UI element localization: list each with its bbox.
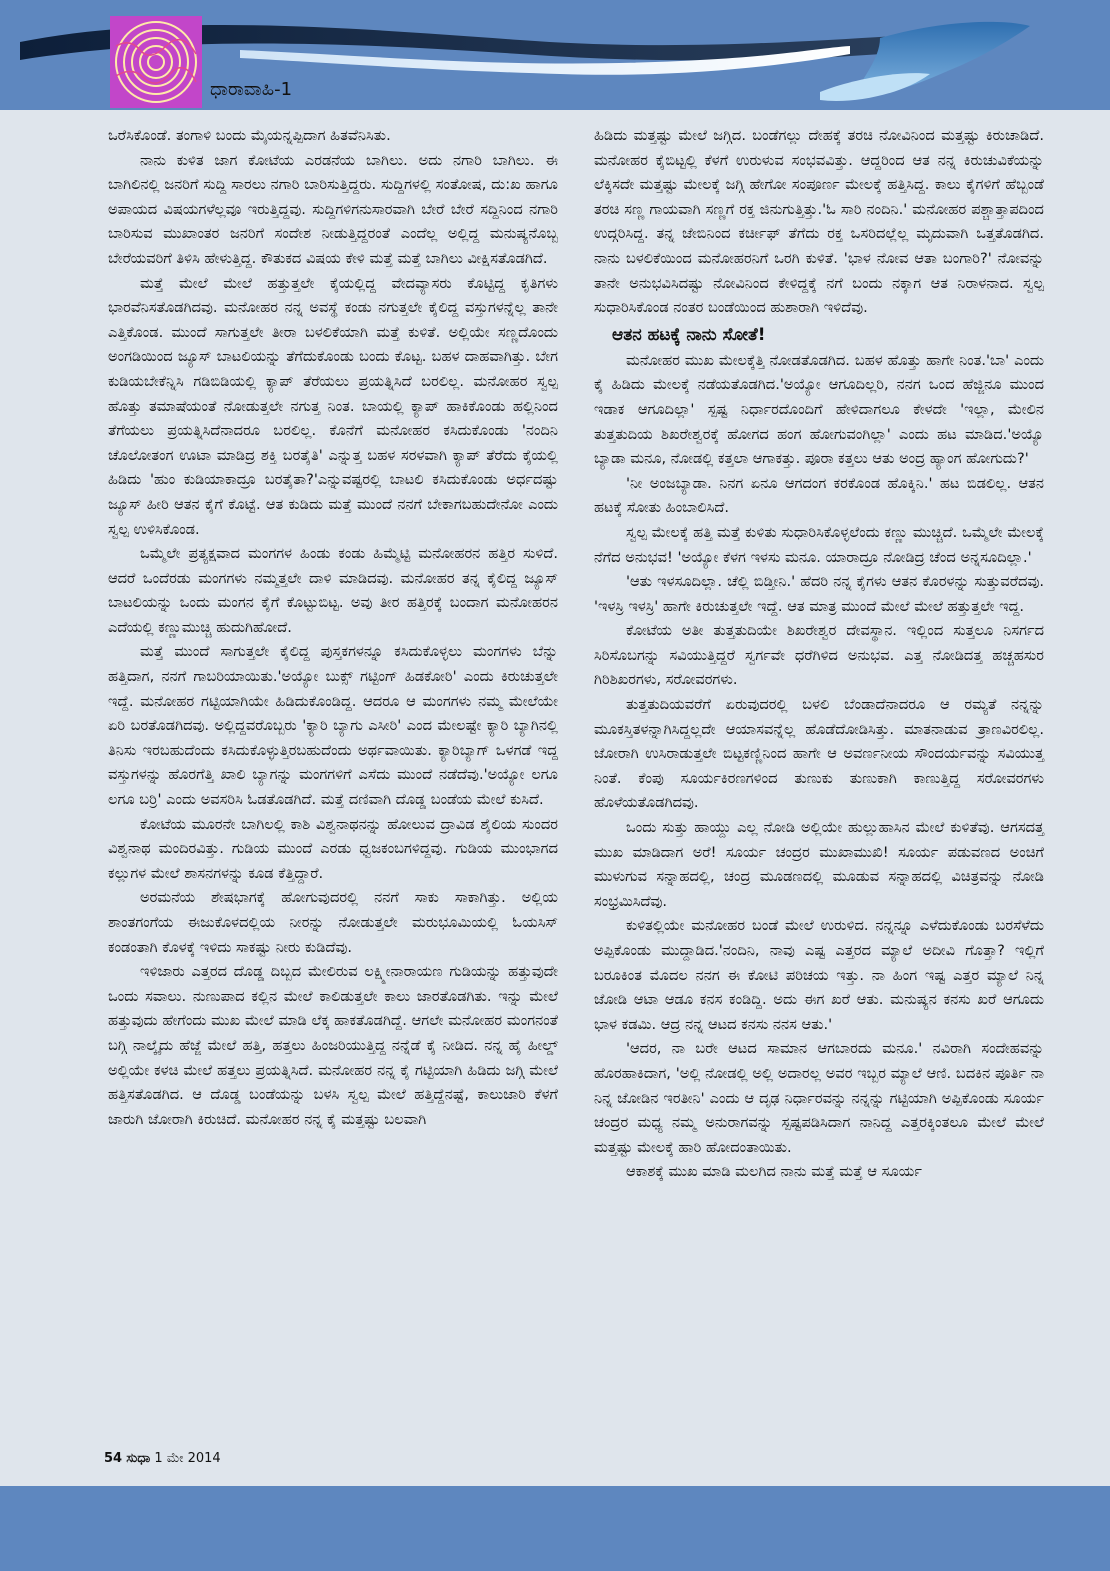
- paragraph: ಮತ್ತೆ ಮುಂದೆ ಸಾಗುತ್ತಲೇ ಕೈಲಿದ್ದ ಪುಸ್ತಕಗಳನ್ನೂ ಕಸಿದುಕೊಳ್ಳಲು ಮಂಗಗಳು ಬೆನ್ನು ಹತ್ತಿದಾಗ, ನನಗೆ ಗಾಬರಿಯಾಯಿತು.'ಅಯ್ಯೋ ಬುಕ್ಸ್ ಗಟ್ಟಿಂಗ್ ಹಿಡಕೋರಿ' ಎಂದು ಕಿರುಚುತ್ತಲೇ ಇದ್ದೆ. ಮನೋಹರ ಗಟ್ಟಿಯಾಗಿಯೇ ಹಿಡಿದುಕೊಂಡಿದ್ದ. ಆದರೂ ಆ ಮಂಗಗಳು ನಮ್ಮ ಮೇಲೆಯೇ ಏರಿ ಬರತೊಡಗಿದವು. ಅಲ್ಲಿದ್ದವರೊಬ್ಬರು 'ಕ್ಯಾರಿ ಬ್ಯಾಗು ಎಸೀರಿ' ಎಂದ ಮೇಲಷ್ಟೇ ಕ್ಯಾರಿ ಬ್ಯಾಗಿನಲ್ಲಿ ತಿನಿಸು ಇರಬಹುದೆಂದು ಕಸಿದುಕೊಳ್ಳುತ್ತಿರಬಹುದೆಂದು ಅರ್ಥವಾಯಿತು. ಕ್ಯಾರಿಬ್ಯಾಗ್ ಒಳಗಡೆ ಇದ್ದ ವಸ್ತುಗಳನ್ನು ಹೊರಗೆತ್ತಿ ಖಾಲಿ ಬ್ಯಾಗನ್ನು ಮಂಗಗಳಿಗೆ ಎಸೆದು ಮುಂದೆ ನಡೆದೆವು.'ಅಯ್ಯೋ ಲಗೂ ಲಗೂ ಬರ್ರಿ' ಎಂದು ಅವಸರಿಸಿ ಓಡತೊಡಗಿದೆ. ಮತ್ತೆ ದಣಿವಾಗಿ ದೊಡ್ಡ ಬಂಡೆಯ ಮೇಲೆ ಕುಸಿದೆ.: [108, 643, 558, 809]
- paragraph: ಇಳಿಜಾರು ಎತ್ತರದ ದೊಡ್ಡ ದಿಬ್ಬದ ಮೇಲಿರುವ ಲಕ್ಷ್ಮೀನಾರಾಯಣ ಗುಡಿಯನ್ನು ಹತ್ತುವುದೇ ಒಂದು ಸವಾಲು. ನುಣುಪಾದ ಕಲ್ಲಿನ ಮೇಲೆ ಕಾಲಿಡುತ್ತಲೇ ಕಾಲು ಜಾರತೊಡಗಿತು. ಇನ್ನು ಮೇಲೆ ಹತ್ತುವುದು ಹೇಗೆಂದು ಮುಖ ಮೇಲೆ ಮಾಡಿ ಲೆಕ್ಕ ಹಾಕತೊಡಗಿದ್ದೆ. ಆಗಲೇ ಮನೋಹರ ಮಂಗನಂತೆ ಬಗ್ಗಿ ನಾಲ್ಕೈದು ಹೆಜ್ಜೆ ಮೇಲೆ ಹತ್ತಿ, ಹತ್ತಲು ಹಿಂಜರಿಯುತ್ತಿದ್ದ ನನ್ನೆಡೆ ಕೈ ನೀಡಿದ. ನನ್ನ ಹೈ ಹೀಲ್ಡ್ ಅಲ್ಲಿಯೇ ಕಳಚಿ ಮೇಲೆ ಹತ್ತಲು ಪ್ರಯತ್ನಿಸಿದೆ. ಮನೋಹರ ನನ್ನ ಕೈ ಗಟ್ಟಿಯಾಗಿ ಹಿಡಿದು ಜಗ್ಗಿ ಮೇಲೆ ಹತ್ತಿಸತೊಡಗಿದ. ಆ ದೊಡ್ಡ ಬಂಡೆಯನ್ನು ಬಳಸಿ ಸ್ವಲ್ಪ ಮೇಲೆ ಹತ್ತಿದ್ದೆನಷ್ಟೆ, ಕಾಲುಜಾರಿ ಕೆಳಗೆ ಜಾರುಗಿ ಜೋರಾಗಿ ಕಿರುಚಿದೆ. ಮನೋಹರ ನನ್ನ ಕೈ ಮತ್ತಷ್ಟು ಬಲವಾಗಿ: [108, 963, 558, 1128]
- series-logo: [110, 16, 202, 108]
- paragraph: ನಾನು ಕುಳಿತ ಜಾಗ ಕೋಟೆಯ ಎರಡನೆಯ ಬಾಗಿಲು. ಅದು ನಗಾರಿ ಬಾಗಿಲು. ಈ ಬಾಗಿಲಿನಲ್ಲಿ ಜನರಿಗೆ ಸುದ್ದಿ ಸಾರಲು ನಗಾರಿ ಬಾರಿಸುತ್ತಿದ್ದರು. ಸುದ್ದಿಗಳಲ್ಲಿ ಸಂತೋಷ, ದು:ಖ ಹಾಗೂ ಅಪಾಯದ ವಿಷಯಗಳೆಲ್ಲವೂ ಇರುತ್ತಿದ್ದವು. ಸುದ್ದಿಗಳಿಗನುಸಾರವಾಗಿ ಬೇರೆ ಬೇರೆ ಸದ್ದಿನಿಂದ ನಗಾರಿ ಬಾರಿಸುವ ಮುಖಾಂತರ ಜನರಿಗೆ ಸಂದೇಶ ನೀಡುತ್ತಿದ್ದರಂತೆ ಎಂದೆಲ್ಲ ಅಲ್ಲಿದ್ದ ಮನುಷ್ಯನೊಬ್ಬ ಬೇರೆಯವರಿಗೆ ತಿಳಿಸಿ ಹೇಳುತ್ತಿದ್ದ. ಕೌತುಕದ ವಿಷಯ ಕೇಳಿ ಮತ್ತೆ ಮತ್ತೆ ಬಾಗಿಲು ವೀಕ್ಷಿಸತೊಡಗಿದೆ.: [108, 151, 558, 267]
- paragraph: ತುತ್ತತುದಿಯವರೆಗೆ ಏರುವುದರಲ್ಲಿ ಬಳಲಿ ಬೆಂಡಾದೆನಾದರೂ ಆ ರಮ್ಯತೆ ನನ್ನನ್ನು ಮೂಕಸ್ತಿತಳನ್ನಾಗಿಸಿದ್ದಲ್ಲದೇ ಆಯಾಸವನ್ನೆಲ್ಲ ಹೊಡೆದೋಡಿಸಿತ್ತು. ಮಾತನಾಡುವ ತ್ರಾಣವಿರಲಿಲ್ಲ. ಜೋರಾಗಿ ಉಸಿರಾಡುತ್ತಲೇ ಬಿಟ್ಟಕಣ್ಣಿನಿಂದ ಹಾಗೇ ಆ ಅವರ್ಣನೀಯ ಸೌಂದರ್ಯವನ್ನು ಸವಿಯುತ್ತ ನಿಂತೆ. ಕೆಂಪು ಸೂರ್ಯಕಿರಣಗಳಿಂದ ತುಣುಕು ತುಣುಕಾಗಿ ಕಾಣುತ್ತಿದ್ದ ಸರೋವರಗಳು ಹೊಳೆಯತೊಡಗಿದವು.: [594, 696, 1044, 812]
- paragraph: ಮತ್ತೆ ಮೇಲೆ ಮೇಲೆ ಹತ್ತುತ್ತಲೇ ಕೈಯಲ್ಲಿದ್ದ ವೇದವ್ಯಾಸರು ಕೊಟ್ಟಿದ್ದ ಕೃತಿಗಳು ಭಾರವೆನಿಸತೊಡಗಿದವು. ಮನೋಹರ ನನ್ನ ಅವಸ್ಥೆ ಕಂಡು ನಗುತ್ತಲೇ ಕೈಲಿದ್ದ ವಸ್ತುಗಳನ್ನೆಲ್ಲ ತಾನೇ ಎತ್ತಿಕೊಂಡ. ಮುಂದೆ ಸಾಗುತ್ತಲೇ ತೀರಾ ಬಳಲಿಕೆಯಾಗಿ ಮತ್ತೆ ಕುಳಿತೆ. ಅಲ್ಲಿಯೇ ಸಣ್ಣದೊಂದು ಅಂಗಡಿಯಿಂದ ಜ್ಯೂಸ್ ಬಾಟಲಿಯನ್ನು ತೆಗೆದುಕೊಂಡು ಬಂದು ಕೊಟ್ಟ. ಬಹಳ ದಾಹವಾಗಿತ್ತು. ಬೇಗ ಕುಡಿಯಬೇಕೆನ್ನಿಸಿ ಗಡಿಬಿಡಿಯಲ್ಲಿ ಕ್ಯಾಪ್ ತೆರೆಯಲು ಪ್ರಯತ್ನಿಸಿದೆ ಬರಲಿಲ್ಲ. ಮನೋಹರ ಸ್ವಲ್ಪ ಹೊತ್ತು ತಮಾಷೆಯಂತೆ ನೋಡುತ್ತಲೇ ನಗುತ್ತ ನಿಂತ. ಬಾಯಲ್ಲಿ ಕ್ಯಾಪ್ ಹಾಕಿಕೊಂಡು ಹಲ್ಲಿನಿಂದ ತೆಗೆಯಲು ಪ್ರಯತ್ನಿಸಿದೆನಾದರೂ ಬರಲಿಲ್ಲ. ಕೊನೆಗೆ ಮನೋಹರ ಕಸಿದುಕೊಂಡು 'ನಂದಿನಿ ಚೊಲೋತಂಗ ಊಟಾ ಮಾಡಿದ್ರ ಶಕ್ತಿ ಬರತೈತಿ' ಎನ್ನುತ್ತ ಬಹಳ ಸರಳವಾಗಿ ಕ್ಯಾಪ್ ತೆರೆದು ಕೈಯಲ್ಲಿ ಹಿಡಿದು 'ಹುಂ ಕುಡಿಯಾಕಾದ್ರೂ ಬರತೈತಾ?'ಎನ್ನುವಷ್ಟರಲ್ಲಿ ಬಾಟಲಿ ಕಸಿದುಕೊಂಡು ಅರ್ಧದಷ್ಟು ಜ್ಯೂಸ್ ಹೀರಿ ಆತನ ಕೈಗೆ ಕೊಟ್ಟೆ. ಆತ ಕುಡಿದು ಮತ್ತೆ ಮುಂದೆ ನನಗೆ ಬೇಕಾಗಬಹುದೇನೋ ಎಂದು ಸ್ವಲ್ಪ ಉಳಿಸಿಕೊಂಡ.: [108, 274, 558, 538]
- page-number: 54: [104, 1451, 123, 1466]
- paragraph: ಕುಳಿತಲ್ಲಿಯೇ ಮನೋಹರ ಬಂಡೆ ಮೇಲೆ ಉರುಳಿದ. ನನ್ನನ್ನೂ ಎಳೆದುಕೊಂಡು ಬರಸೆಳೆದು ಅಪ್ಪಿಕೊಂಡು ಮುದ್ದಾಡಿದ.'ನಂದಿನಿ, ನಾವು ಎಷ್ಟ ಎತ್ತರದ ಮ್ಯಾಲೆ ಅದೀವಿ ಗೊತ್ತಾ? ಇಲ್ಲಿಗೆ ಬರೂಕಿಂತ ಮೊದಲ ನನಗ ಈ ಕೋಟಿ ಪರಿಚಯ ಇತ್ತು. ನಾ ಹಿಂಗ ಇಷ್ಟ ಎತ್ತರ ಮ್ಯಾಲೆ ನಿನ್ನ ಜೋಡಿ ಆಟಾ ಆಡೂ ಕನಸ ಕಂಡಿದ್ದಿ. ಅದು ಈಗ ಖರೆ ಆತು. ಮನುಷ್ಯನ ಕನಸು ಖರೆ ಆಗೂದು ಭಾಳ ಕಡಮಿ. ಆದ್ರ ನನ್ನ ಆಟದ ಕನಸು ನನಸ ಆತು.': [594, 917, 1044, 1033]
- magazine-name: ಸುಧಾ: [126, 1451, 151, 1466]
- paragraph: ಒರೆಸಿಕೊಂಡೆ. ತಂಗಾಳಿ ಬಂದು ಮೈಯನ್ನಪ್ಪಿದಾಗ ಹಿತವೆನಿಸಿತು.: [108, 127, 391, 144]
- paragraph: ಕೋಟೆಯ ಮೂರನೇ ಬಾಗಿಲಲ್ಲಿ ಕಾಶಿ ವಿಶ್ವನಾಥನನ್ನು ಹೋಲುವ ದ್ರಾವಿಡ ಶೈಲಿಯ ಸುಂದರ ವಿಶ್ವನಾಥ ಮಂದಿರವಿತ್ತು. ಗುಡಿಯ ಮುಂದೆ ಎರಡು ಧ್ವಜಕಂಬಗಳಿದ್ದವು. ಗುಡಿಯ ಮುಂಭಾಗದ ಕಲ್ಲುಗಳ ಮೇಲೆ ಶಾಸನಗಳನ್ನು ಕೂಡ ಕೆತ್ತಿದ್ದಾರೆ.: [108, 815, 558, 882]
- paragraph: ಸ್ವಲ್ಪ ಮೇಲಕ್ಕೆ ಹತ್ತಿ ಮತ್ತೆ ಕುಳಿತು ಸುಧಾರಿಸಿಕೊಳ್ಳಲೆಂದು ಕಣ್ಣು ಮುಚ್ಚಿದೆ. ಒಮ್ಮೆಲೇ ಮೇಲಕ್ಕೆ ನೆಗೆದ ಅನುಭವ! 'ಅಯ್ಯೋ ಕೆಳಗ ಇಳಸು ಮನೂ. ಯಾರಾದ್ರೂ ನೋಡಿದ್ರ ಚೆಂದ ಅನ್ನಸೂದಿಲ್ಲಾ.': [594, 523, 1044, 566]
- article-body: [17, 110, 1110, 1486]
- paragraph: ಹಿಡಿದು ಮತ್ತಷ್ಟು ಮೇಲೆ ಜಗ್ಗಿದ. ಬಂಡೆಗಲ್ಲು ದೇಹಕ್ಕೆ ತರಚಿ ನೋವಿನಿಂದ ಮತ್ತಷ್ಟು ಕಿರುಚಾಡಿದೆ. ಮನೋಹರ ಕೈಬಿಟ್ಟಲ್ಲಿ ಕೆಳಗೆ ಉರುಳುವ ಸಂಭವವಿತ್ತು. ಆದ್ದರಿಂದ ಆತ ನನ್ನ ಕಿರುಚುವಿಕೆಯನ್ನು ಲೆಕ್ಕಿಸದೇ ಮತ್ತಷ್ಟು ಮೇಲಕ್ಕೆ ಜಗ್ಗಿ ಹೇಗೋ ಸಂಪೂರ್ಣ ಮೇಲಕ್ಕೆ ಹತ್ತಿಸಿದ್ದ. ಕಾಲು ಕೈಗಳಿಗೆ ಹೆಬ್ಬಂಡೆ ತರಚಿ ಸಣ್ಣ ಗಾಯವಾಗಿ ಸಣ್ಣಗೆ ರಕ್ತ ಜಿನುಗುತ್ತಿತ್ತು.'ಓ ಸಾರಿ ನಂದಿನಿ.' ಮನೋಹರ ಪಶ್ಚಾತ್ತಾಪದಿಂದ ಉದ್ಗರಿಸಿದ್ದ. ತನ್ನ ಜೇಬಿನಿಂದ ಕರ್ಚೀಫ್ ತೆಗೆದು ರಕ್ತ ಒಸರಿದಲ್ಲೆಲ್ಲ ಮೃದುವಾಗಿ ಒತ್ತತೊಡಗಿದ. ನಾನು ಬಳಲಿಕೆಯಿಂದ ಮನೋಹರನಿಗೆ ಒರಗಿ ಕುಳಿತೆ. 'ಭಾಳ ನೋವ ಆತಾ ಬಂಗಾರಿ?' ನೋವನ್ನು ತಾನೇ ಅನುಭವಿಸಿದಷ್ಟು ನೋವಿನಿಂದ ಕೇಳಿದ್ದಕ್ಕೆ ನಗೆ ಬಂದು ನಕ್ಕಾಗ ಆತ ನಿರಾಳನಾದ. ಸ್ವಲ್ಪ ಸುಧಾರಿಸಿಕೊಂಡ ನಂತರ ಬಂಡೆಯಿಂದ ಹುಶಾರಾಗಿ ಇಳಿದೆವು.: [594, 127, 1044, 317]
- issue-date: 1 ಮೇ 2014: [154, 1451, 221, 1466]
- article-left-column: [108, 124, 558, 1132]
- paragraph: ಕೋಟೆಯ ಅತೀ ತುತ್ತತುದಿಯೇ ಶಿಖರೇಶ್ವರ ದೇವಸ್ಥಾನ. ಇಲ್ಲಿಂದ ಸುತ್ತಲೂ ನಿಸರ್ಗದ ಸಿರಿಸೊಬಗನ್ನು ಸವಿಯುತ್ತಿದ್ದರೆ ಸ್ವರ್ಗವೇ ಧರೆಗಿಳಿದ ಅನುಭವ. ಎತ್ತ ನೋಡಿದತ್ತ ಹಚ್ಚಹಸುರ ಗಿರಿಶಿಖರಗಳು, ಸರೋವರಗಳು.: [594, 622, 1044, 689]
- paragraph: ಆಕಾಶಕ್ಕೆ ಮುಖ ಮಾಡಿ ಮಲಗಿದ ನಾನು ಮತ್ತೆ ಮತ್ತೆ ಆ ಸೂರ್ಯ: [626, 1163, 922, 1181]
- footer-band: [0, 1486, 1110, 1571]
- paragraph: 'ಆದರ, ನಾ ಬರೇ ಆಟದ ಸಾಮಾನ ಆಗಬಾರದು ಮನೂ.' ನವಿರಾಗಿ ಸಂದೇಹವನ್ನು ಹೊರಹಾಕಿದಾಗ, 'ಅಲ್ಲಿ ನೋಡಲ್ಲಿ ಅಲ್ಲಿ ಅದಾರಲ್ಲ ಅವರ ಇಬ್ಬರ ಮ್ಯಾಲೆ ಆಣಿ. ಬದಕಿನ ಪೂರ್ತಿ ನಾ ನಿನ್ನ ಜೋಡಿನ ಇರತೀನಿ' ಎಂದು ಆ ದೃಢ ನಿರ್ಧಾರವನ್ನು ನನ್ನನ್ನು ಗಟ್ಟಿಯಾಗಿ ಅಪ್ಪಿಕೊಂಡು ಸೂರ್ಯ ಚಂದ್ರರ ಮಧ್ಯ ನಮ್ಮ ಅನುರಾಗವನ್ನು ಸ್ಪಷ್ಟಪಡಿಸಿದಾಗ ನಾನಿದ್ದ ಎತ್ತರಕ್ಕಿಂತಲೂ ಮೇಲೆ ಮೇಲೆ ಮತ್ತಷ್ಟು ಮೇಲಕ್ಕೆ ಹಾರಿ ಹೋದಂತಾಯಿತು.: [594, 1040, 1044, 1156]
- subheading: ಆತನ ಹಟಕ್ಕೆ ನಾನು ಸೋತೆ!: [612, 324, 766, 345]
- paragraph: ಒಂದು ಸುತ್ತು ಹಾಯ್ದು ಎಲ್ಲ ನೋಡಿ ಅಲ್ಲಿಯೇ ಹುಲ್ಲುಹಾಸಿನ ಮೇಲೆ ಕುಳಿತೆವು. ಆಗಸದತ್ತ ಮುಖ ಮಾಡಿದಾಗ ಅರೆ! ಸೂರ್ಯ ಚಂದ್ರರ ಮುಖಾಮುಖಿ! ಸೂರ್ಯ ಪಡುವಣದ ಅಂಚಿಗೆ ಮುಳುಗುವ ಸನ್ನಾಹದಲ್ಲಿ, ಚಂದ್ರ ಮೂಡಣದಲ್ಲಿ ಮೂಡುವ ಸನ್ನಾಹದಲ್ಲಿ ವಿಚಿತ್ರವನ್ನು ನೋಡಿ ಸಂಭ್ರಮಿಸಿದೆವು.: [594, 819, 1044, 910]
- paragraph: ಮನೋಹರ ಮುಖ ಮೇಲಕ್ಕೆತ್ತಿ ನೋಡತೊಡಗಿದ. ಬಹಳ ಹೊತ್ತು ಹಾಗೇ ನಿಂತ.'ಬಾ' ಎಂದು ಕೈ ಹಿಡಿದು ಮೇಲಕ್ಕೆ ನಡೆಯತೊಡಗಿದ.'ಅಯ್ಯೋ ಆಗೂದಿಲ್ಲರಿ, ನನಗ ಒಂದ ಹೆಜ್ಜಿನೂ ಮುಂದ ಇಡಾಕ ಆಗೂದಿಲ್ಲಾ' ಸ್ಪಷ್ಟ ನಿರ್ಧಾರದೊಂದಿಗೆ ಹೇಳಿದಾಗಲೂ ಕೇಳದೇ 'ಇಲ್ಲಾ, ಮೇಲಿನ ತುತ್ತತುದಿಯ ಶಿಖರೇಶ್ವರಕ್ಕೆ ಹೋಗದ ಹಂಗ ಹೋಗುವಂಗಿಲ್ಲಾ' ಎಂದು ಹಟ ಮಾಡಿದ.'ಅಯ್ಯೊ ಬ್ಯಾಡಾ ಮನೂ, ನೋಡಲ್ಲಿ ಕತ್ತಲಾ ಆಗಾಕತ್ತು. ಪೂರಾ ಕತ್ತಲು ಆತು ಅಂದ್ರ ಹ್ಯಾಂಗ ಹೋಗುದು?': [594, 351, 1044, 468]
- page-footer: [104, 1451, 221, 1466]
- article-right-column: [594, 124, 1044, 1185]
- series-label: ಧಾರಾವಾಹಿ-1: [210, 79, 293, 100]
- paragraph: ಒಮ್ಮೆಲೇ ಪ್ರತ್ಯಕ್ಷವಾದ ಮಂಗಗಳ ಹಿಂಡು ಕಂಡು ಹಿಮ್ಮೆಟ್ಟಿ ಮನೋಹರನ ಹತ್ತಿರ ಸುಳಿದೆ. ಆದರೆ ಒಂದೆರಡು ಮಂಗಗಳು ನಮ್ಮತ್ತಲೇ ದಾಳಿ ಮಾಡಿದವು. ಮನೋಹರ ತನ್ನ ಕೈಲಿದ್ದ ಜ್ಯೂಸ್ ಬಾಟಲಿಯನ್ನು ಒಂದು ಮಂಗನ ಕೈಗೆ ಕೊಟ್ಟುಬಿಟ್ಟ. ಅವು ತೀರ ಹತ್ತಿರಕ್ಕೆ ಬಂದಾಗ ಮನೋಹರನ ಎದೆಯಲ್ಲಿ ಕಣ್ಣುಮುಚ್ಚಿ ಹುದುಗಿಹೋದೆ.: [108, 545, 558, 636]
- paragraph: ಅರಮನೆಯ ಶೇಷಭಾಗಕ್ಕೆ ಹೋಗುವುದರಲ್ಲಿ ನನಗೆ ಸಾಕು ಸಾಕಾಗಿತ್ತು. ಅಲ್ಲಿಯ ಶಾಂತಗಂಗೆಯ ಈಜುಕೊಳದಲ್ಲಿಯ ನೀರನ್ನು ನೋಡುತ್ತಲೇ ಮರುಭೂಮಿಯಲ್ಲಿ ಓಯಸಿಸ್ ಕಂಡಂತಾಗಿ ಕೊಳಕ್ಕೆ ಇಳಿದು ಸಾಕಷ್ಟು ನೀರು ಕುಡಿದೆವು.: [108, 889, 558, 956]
- paragraph: 'ಆತು ಇಳಸೂದಿಲ್ಲಾ. ಚೆಲ್ಲಿ ಬಿಡ್ತೀನಿ.' ಹೆದರಿ ನನ್ನ ಕೈಗಳು ಆತನ ಕೊರಳನ್ನು ಸುತ್ತುವರೆದವು. 'ಇಳಸ್ರಿ ಇಳಸ್ರಿ' ಹಾಗೇ ಕಿರುಚುತ್ತಲೇ ಇದ್ದೆ. ಆತ ಮಾತ್ರ ಮುಂದೆ ಮೇಲೆ ಮೇಲೆ ಹತ್ತುತ್ತಲೇ ಇದ್ದ.: [594, 573, 1044, 615]
- paragraph: 'ನೀ ಅಂಜಬ್ಯಾಡಾ. ನಿನಗ ಏನೂ ಆಗದಂಗ ಕರಕೊಂಡ ಹೊಕ್ಕಿನಿ.' ಹಟ ಬಿಡಲಿಲ್ಲ. ಆತನ ಹಟಕ್ಕೆ ಸೋತು ಹಿಂಬಾಲಿಸಿದೆ.: [594, 474, 1044, 517]
